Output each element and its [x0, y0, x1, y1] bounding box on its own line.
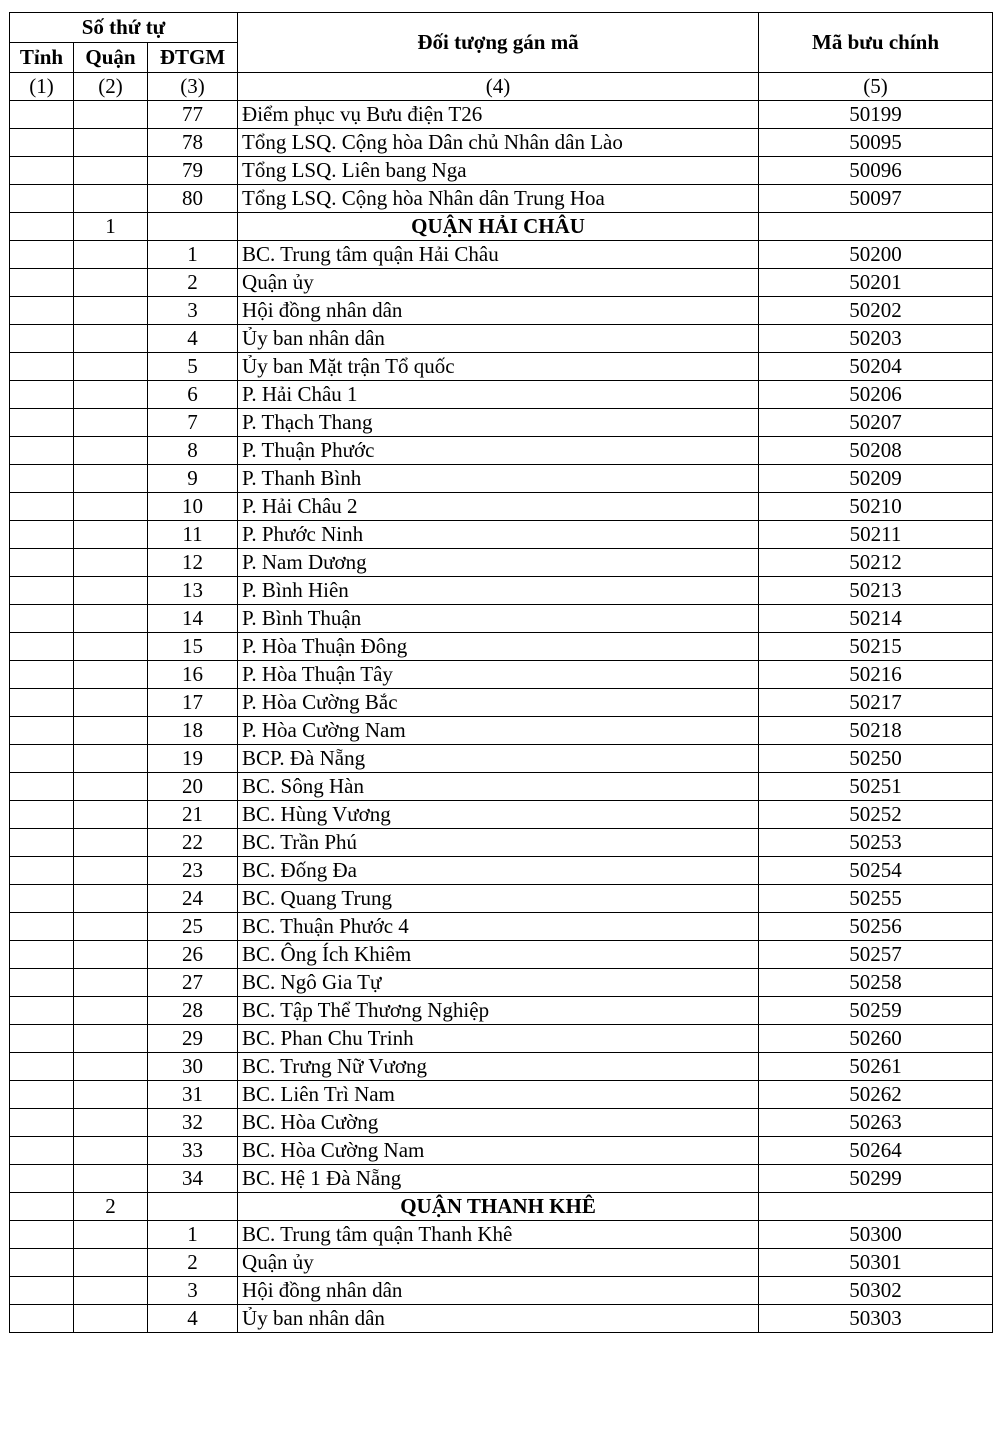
cell-quan [74, 745, 148, 773]
header-group-order: Số thứ tự [10, 13, 238, 43]
cell-object-name: BC. Sông Hàn [238, 773, 759, 801]
cell-postal-code: 50199 [759, 101, 993, 129]
cell-dtgm [148, 213, 238, 241]
cell-object-name: P. Hải Châu 1 [238, 381, 759, 409]
table-row [10, 493, 993, 521]
cell-object-name: BC. Trung tâm quận Thanh Khê [238, 1221, 759, 1249]
cell-dtgm: 1 [148, 1221, 238, 1249]
cell-object-name: BC. Trung tâm quận Hải Châu [238, 241, 759, 269]
cell-object-name: P. Hòa Cường Bắc [238, 689, 759, 717]
header-object: Đối tượng gán mã [238, 13, 759, 73]
cell-postal-code: 50250 [759, 745, 993, 773]
cell-object-name: BC. Hùng Vương [238, 801, 759, 829]
cell-tinh [10, 549, 74, 577]
cell-quan [74, 437, 148, 465]
cell-postal-code: 50302 [759, 1277, 993, 1305]
cell-object-name: P. Bình Thuận [238, 605, 759, 633]
header-tinh: Tỉnh [10, 43, 74, 73]
cell-postal-code: 50216 [759, 661, 993, 689]
cell-postal-code: 50253 [759, 829, 993, 857]
cell-postal-code: 50202 [759, 297, 993, 325]
cell-dtgm: 1 [148, 241, 238, 269]
cell-quan [74, 801, 148, 829]
cell-quan [74, 101, 148, 129]
cell-dtgm: 19 [148, 745, 238, 773]
table-row [10, 1305, 993, 1333]
cell-quan [74, 773, 148, 801]
table-row [10, 829, 993, 857]
column-number: (5) [759, 73, 993, 101]
cell-tinh [10, 1249, 74, 1277]
cell-dtgm: 26 [148, 941, 238, 969]
table-row [10, 1109, 993, 1137]
cell-tinh [10, 577, 74, 605]
cell-dtgm: 21 [148, 801, 238, 829]
cell-quan [74, 1249, 148, 1277]
cell-object-name: Ủy ban nhân dân [238, 1305, 759, 1333]
table-row [10, 745, 993, 773]
cell-object-name: P. Phước Ninh [238, 521, 759, 549]
cell-postal-code: 50201 [759, 269, 993, 297]
table-row [10, 689, 993, 717]
cell-quan [74, 1305, 148, 1333]
cell-object-name: Điểm phục vụ Bưu điện T26 [238, 101, 759, 129]
cell-quan [74, 689, 148, 717]
table-row [10, 633, 993, 661]
header-dtgm: ĐTGM [148, 43, 238, 73]
cell-dtgm: 14 [148, 605, 238, 633]
cell-dtgm: 28 [148, 997, 238, 1025]
cell-postal-code: 50255 [759, 885, 993, 913]
cell-quan [74, 941, 148, 969]
cell-tinh [10, 1081, 74, 1109]
cell-dtgm: 77 [148, 101, 238, 129]
cell-tinh [10, 1137, 74, 1165]
cell-postal-code: 50257 [759, 941, 993, 969]
table-row [10, 465, 993, 493]
cell-tinh [10, 689, 74, 717]
cell-postal-code: 50254 [759, 857, 993, 885]
cell-quan [74, 549, 148, 577]
cell-postal-code: 50263 [759, 1109, 993, 1137]
table-row [10, 185, 993, 213]
cell-tinh [10, 493, 74, 521]
cell-dtgm: 34 [148, 1165, 238, 1193]
table-row [10, 1249, 993, 1277]
cell-quan [74, 297, 148, 325]
cell-dtgm: 33 [148, 1137, 238, 1165]
cell-tinh [10, 801, 74, 829]
cell-dtgm: 80 [148, 185, 238, 213]
cell-quan: 1 [74, 213, 148, 241]
cell-quan [74, 1025, 148, 1053]
column-number: (4) [238, 73, 759, 101]
cell-object-name: Quận ủy [238, 1249, 759, 1277]
cell-tinh [10, 997, 74, 1025]
table-row [10, 1137, 993, 1165]
cell-quan [74, 857, 148, 885]
cell-postal-code: 50259 [759, 997, 993, 1025]
cell-tinh [10, 969, 74, 997]
postal-code-table [9, 12, 993, 1333]
table-row [10, 129, 993, 157]
cell-tinh [10, 1277, 74, 1305]
cell-object-name: BC. Ngô Gia Tự [238, 969, 759, 997]
cell-object-name: Tổng LSQ. Cộng hòa Dân chủ Nhân dân Lào [238, 129, 759, 157]
cell-object-name: P. Bình Hiên [238, 577, 759, 605]
cell-postal-code: 50303 [759, 1305, 993, 1333]
cell-dtgm: 30 [148, 1053, 238, 1081]
cell-object-name: BC. Hệ 1 Đà Nẵng [238, 1165, 759, 1193]
cell-postal-code: 50261 [759, 1053, 993, 1081]
cell-object-name: Ủy ban Mặt trận Tổ quốc [238, 353, 759, 381]
cell-tinh [10, 409, 74, 437]
table-row [10, 661, 993, 689]
cell-quan [74, 969, 148, 997]
table-row [10, 1081, 993, 1109]
cell-tinh [10, 829, 74, 857]
cell-dtgm: 13 [148, 577, 238, 605]
cell-dtgm: 22 [148, 829, 238, 857]
cell-quan [74, 157, 148, 185]
table-row [10, 437, 993, 465]
district-row [10, 1193, 993, 1221]
cell-postal-code: 50206 [759, 381, 993, 409]
cell-dtgm: 2 [148, 1249, 238, 1277]
table-row [10, 997, 993, 1025]
table-row [10, 605, 993, 633]
table-row [10, 913, 993, 941]
table-row [10, 101, 993, 129]
cell-dtgm: 31 [148, 1081, 238, 1109]
table-row [10, 1277, 993, 1305]
cell-dtgm: 4 [148, 1305, 238, 1333]
cell-postal-code: 50258 [759, 969, 993, 997]
cell-tinh [10, 605, 74, 633]
district-row [10, 213, 993, 241]
cell-quan: 2 [74, 1193, 148, 1221]
cell-object-name: Hội đồng nhân dân [238, 1277, 759, 1305]
cell-tinh [10, 185, 74, 213]
table-row [10, 1221, 993, 1249]
cell-dtgm: 11 [148, 521, 238, 549]
cell-dtgm: 25 [148, 913, 238, 941]
cell-postal-code: 50260 [759, 1025, 993, 1053]
cell-object-name: BC. Phan Chu Trinh [238, 1025, 759, 1053]
cell-object-name: P. Hải Châu 2 [238, 493, 759, 521]
cell-object-name: Quận ủy [238, 269, 759, 297]
cell-quan [74, 381, 148, 409]
cell-quan [74, 353, 148, 381]
table-row [10, 381, 993, 409]
table-row [10, 1165, 993, 1193]
cell-object-name: BC. Hòa Cường [238, 1109, 759, 1137]
cell-object-name: BC. Trần Phú [238, 829, 759, 857]
cell-tinh [10, 857, 74, 885]
cell-postal-code: 50262 [759, 1081, 993, 1109]
cell-quan [74, 1081, 148, 1109]
cell-postal-code: 50251 [759, 773, 993, 801]
cell-postal-code: 50300 [759, 1221, 993, 1249]
table-row [10, 325, 993, 353]
cell-object-name: BC. Trưng Nữ Vương [238, 1053, 759, 1081]
header-postal-code: Mã bưu chính [759, 13, 993, 73]
cell-dtgm: 15 [148, 633, 238, 661]
cell-tinh [10, 437, 74, 465]
cell-postal-code: 50204 [759, 353, 993, 381]
cell-quan [74, 717, 148, 745]
cell-quan [74, 1053, 148, 1081]
cell-tinh [10, 297, 74, 325]
cell-quan [74, 885, 148, 913]
cell-object-name: Hội đồng nhân dân [238, 297, 759, 325]
cell-tinh [10, 1221, 74, 1249]
cell-dtgm: 78 [148, 129, 238, 157]
cell-dtgm: 7 [148, 409, 238, 437]
cell-quan [74, 661, 148, 689]
table-row [10, 577, 993, 605]
cell-postal-code: 50203 [759, 325, 993, 353]
cell-tinh [10, 465, 74, 493]
cell-postal-code: 50096 [759, 157, 993, 185]
cell-quan [74, 129, 148, 157]
cell-object-name: BC. Ông Ích Khiêm [238, 941, 759, 969]
cell-dtgm: 32 [148, 1109, 238, 1137]
cell-dtgm: 20 [148, 773, 238, 801]
cell-quan [74, 493, 148, 521]
cell-dtgm: 8 [148, 437, 238, 465]
cell-dtgm: 2 [148, 269, 238, 297]
cell-postal-code: 50212 [759, 549, 993, 577]
cell-tinh [10, 717, 74, 745]
cell-quan [74, 241, 148, 269]
cell-dtgm: 5 [148, 353, 238, 381]
cell-dtgm: 23 [148, 857, 238, 885]
cell-dtgm: 3 [148, 1277, 238, 1305]
table-row [10, 409, 993, 437]
cell-postal-code: 50097 [759, 185, 993, 213]
cell-quan [74, 605, 148, 633]
cell-postal-code: 50217 [759, 689, 993, 717]
cell-dtgm: 10 [148, 493, 238, 521]
cell-postal-code: 50200 [759, 241, 993, 269]
cell-quan [74, 1221, 148, 1249]
table-body [10, 101, 993, 1333]
cell-dtgm: 24 [148, 885, 238, 913]
cell-tinh [10, 157, 74, 185]
table-row [10, 353, 993, 381]
column-number: (2) [74, 73, 148, 101]
cell-tinh [10, 325, 74, 353]
cell-dtgm: 27 [148, 969, 238, 997]
cell-quan [74, 185, 148, 213]
cell-dtgm: 6 [148, 381, 238, 409]
cell-quan [74, 829, 148, 857]
table-row [10, 885, 993, 913]
cell-tinh [10, 1025, 74, 1053]
cell-tinh [10, 1109, 74, 1137]
table-row [10, 857, 993, 885]
cell-district-name: QUẬN HẢI CHÂU [238, 213, 759, 241]
cell-quan [74, 1165, 148, 1193]
cell-quan [74, 633, 148, 661]
cell-tinh [10, 941, 74, 969]
cell-tinh [10, 913, 74, 941]
table-row [10, 157, 993, 185]
cell-postal-code: 50211 [759, 521, 993, 549]
cell-tinh [10, 269, 74, 297]
cell-object-name: P. Thanh Bình [238, 465, 759, 493]
cell-quan [74, 997, 148, 1025]
cell-dtgm: 16 [148, 661, 238, 689]
cell-object-name: Ủy ban nhân dân [238, 325, 759, 353]
cell-quan [74, 465, 148, 493]
cell-quan [74, 1277, 148, 1305]
cell-postal-code: 50301 [759, 1249, 993, 1277]
cell-tinh [10, 1193, 74, 1221]
cell-tinh [10, 633, 74, 661]
table-row [10, 241, 993, 269]
cell-object-name: BC. Thuận Phước 4 [238, 913, 759, 941]
cell-postal-code: 50208 [759, 437, 993, 465]
cell-dtgm: 4 [148, 325, 238, 353]
cell-quan [74, 521, 148, 549]
cell-tinh [10, 1165, 74, 1193]
cell-quan [74, 269, 148, 297]
table-row [10, 549, 993, 577]
cell-postal-code: 50095 [759, 129, 993, 157]
table-row [10, 941, 993, 969]
cell-dtgm: 12 [148, 549, 238, 577]
header-quan: Quận [74, 43, 148, 73]
cell-quan [74, 1137, 148, 1165]
cell-tinh [10, 381, 74, 409]
table-row [10, 1025, 993, 1053]
cell-quan [74, 409, 148, 437]
cell-postal-code: 50252 [759, 801, 993, 829]
cell-object-name: BCP. Đà Nẵng [238, 745, 759, 773]
cell-postal-code: 50207 [759, 409, 993, 437]
cell-quan [74, 325, 148, 353]
cell-tinh [10, 1053, 74, 1081]
cell-postal-code: 50264 [759, 1137, 993, 1165]
cell-dtgm: 29 [148, 1025, 238, 1053]
column-number: (3) [148, 73, 238, 101]
cell-quan [74, 577, 148, 605]
cell-dtgm [148, 1193, 238, 1221]
cell-dtgm: 17 [148, 689, 238, 717]
table-row [10, 1053, 993, 1081]
cell-postal-code: 50215 [759, 633, 993, 661]
cell-tinh [10, 213, 74, 241]
cell-tinh [10, 661, 74, 689]
cell-dtgm: 3 [148, 297, 238, 325]
cell-dtgm: 79 [148, 157, 238, 185]
cell-object-name: P. Thuận Phước [238, 437, 759, 465]
table-row [10, 717, 993, 745]
cell-postal-code: 50214 [759, 605, 993, 633]
table-row [10, 297, 993, 325]
column-number-row [10, 73, 993, 101]
table-row [10, 773, 993, 801]
cell-tinh [10, 101, 74, 129]
cell-object-name: BC. Quang Trung [238, 885, 759, 913]
cell-object-name: BC. Tập Thể Thương Nghiệp [238, 997, 759, 1025]
cell-dtgm: 18 [148, 717, 238, 745]
cell-postal-code: 50209 [759, 465, 993, 493]
cell-tinh [10, 521, 74, 549]
cell-object-name: BC. Hòa Cường Nam [238, 1137, 759, 1165]
cell-postal-code: 50218 [759, 717, 993, 745]
cell-dtgm: 9 [148, 465, 238, 493]
cell-object-name: P. Thạch Thang [238, 409, 759, 437]
cell-object-name: P. Hòa Thuận Đông [238, 633, 759, 661]
cell-object-name: BC. Liên Trì Nam [238, 1081, 759, 1109]
cell-postal-code [759, 213, 993, 241]
cell-quan [74, 1109, 148, 1137]
cell-tinh [10, 745, 74, 773]
cell-postal-code: 50256 [759, 913, 993, 941]
table-row [10, 269, 993, 297]
cell-postal-code: 50299 [759, 1165, 993, 1193]
cell-district-name: QUẬN THANH KHÊ [238, 1193, 759, 1221]
cell-object-name: Tổng LSQ. Liên bang Nga [238, 157, 759, 185]
cell-postal-code: 50210 [759, 493, 993, 521]
column-number: (1) [10, 73, 74, 101]
cell-object-name: P. Hòa Cường Nam [238, 717, 759, 745]
table-row [10, 521, 993, 549]
cell-tinh [10, 773, 74, 801]
cell-tinh [10, 353, 74, 381]
table-row [10, 969, 993, 997]
cell-tinh [10, 129, 74, 157]
cell-tinh [10, 241, 74, 269]
table-row [10, 801, 993, 829]
cell-object-name: BC. Đống Đa [238, 857, 759, 885]
cell-object-name: P. Nam Dương [238, 549, 759, 577]
cell-postal-code [759, 1193, 993, 1221]
cell-quan [74, 913, 148, 941]
cell-tinh [10, 885, 74, 913]
cell-postal-code: 50213 [759, 577, 993, 605]
cell-tinh [10, 1305, 74, 1333]
table-header [10, 13, 993, 101]
cell-object-name: Tổng LSQ. Cộng hòa Nhân dân Trung Hoa [238, 185, 759, 213]
cell-object-name: P. Hòa Thuận Tây [238, 661, 759, 689]
